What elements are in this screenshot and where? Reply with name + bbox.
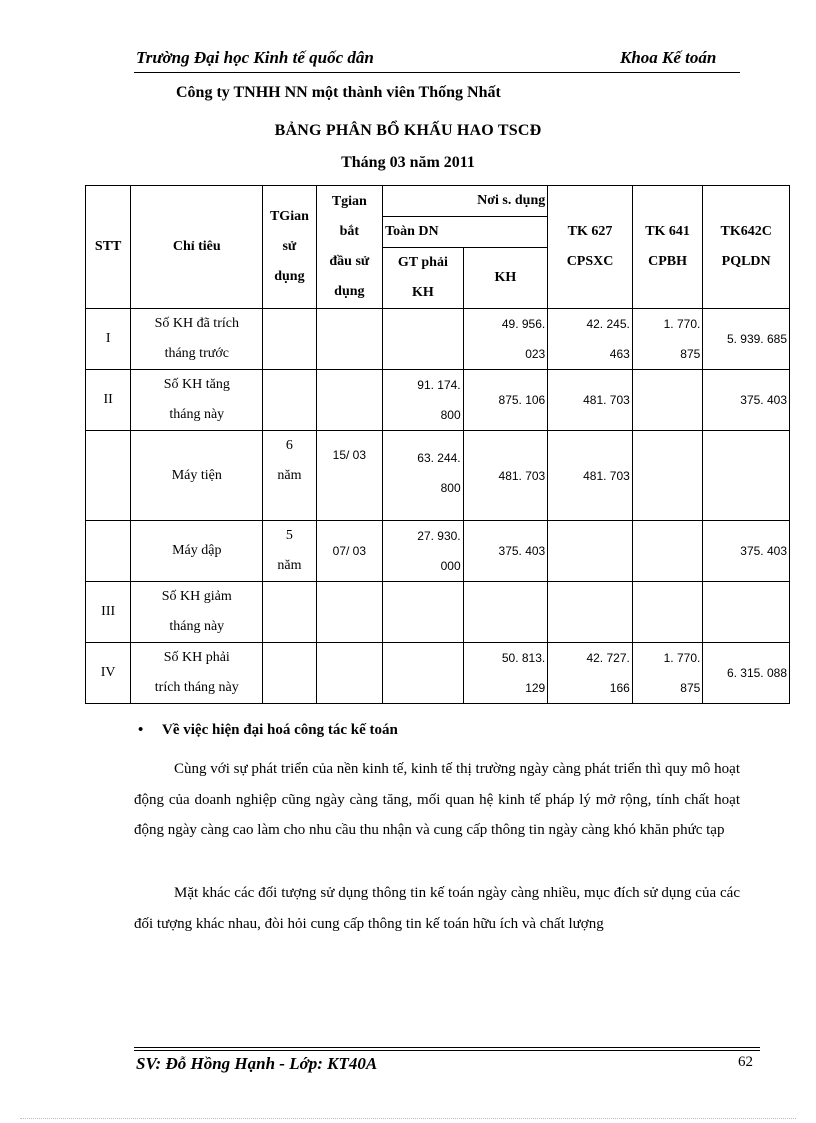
tk642-line-2: PQLDN bbox=[721, 254, 771, 269]
cell-bat-dau bbox=[316, 370, 382, 431]
cell-tk627: 481. 703 bbox=[548, 431, 633, 521]
col-gt-phai-kh bbox=[383, 248, 464, 309]
col-toan-dn: Toàn DN bbox=[383, 217, 548, 248]
gt-line-1: GT phải bbox=[397, 255, 448, 270]
cell-stt: III bbox=[86, 582, 131, 643]
col-tk627 bbox=[548, 186, 633, 309]
page-number: 62 bbox=[738, 1054, 753, 1070]
tgian-val-1: 6 bbox=[285, 438, 293, 453]
cell-kh: 481. 703 bbox=[463, 431, 548, 521]
cell-tk641 bbox=[632, 431, 703, 521]
cell-tk641 bbox=[632, 582, 703, 643]
cell-tk641 bbox=[632, 370, 703, 431]
cell-bat-dau bbox=[316, 582, 382, 643]
cell-tgian bbox=[263, 431, 316, 521]
cell-bat-dau bbox=[316, 643, 382, 704]
table-row bbox=[86, 309, 790, 370]
cell-chi-tieu: Máy dập bbox=[131, 521, 263, 582]
gt-val-1: 27. 930. bbox=[417, 529, 461, 543]
cell-gt bbox=[383, 643, 464, 704]
tk627-val-1: 42. 245. bbox=[586, 317, 630, 331]
table-row bbox=[86, 643, 790, 704]
cell-tk641 bbox=[632, 521, 703, 582]
tk627-line-2: CPSXC bbox=[566, 254, 614, 269]
tk641-val-2: 875 bbox=[680, 347, 701, 361]
tgian-val-2: năm bbox=[277, 468, 302, 483]
table-row bbox=[86, 370, 790, 431]
tk627-val-1: 42. 727. bbox=[586, 651, 630, 665]
cell-bat-dau: 15/ 03 bbox=[316, 431, 382, 521]
tk641-line-2: CPBH bbox=[648, 254, 688, 269]
chi-tieu-line-1: Số KH giảm bbox=[161, 589, 232, 604]
col-tk642 bbox=[703, 186, 790, 309]
tk627-val-2: 166 bbox=[609, 681, 630, 695]
cell-tk627 bbox=[548, 643, 633, 704]
cell-bat-dau bbox=[316, 309, 382, 370]
header-faculty: Khoa Kế toán bbox=[620, 48, 717, 67]
tgbd-line-4: dụng bbox=[334, 284, 365, 299]
table-row bbox=[86, 582, 790, 643]
cell-tgian bbox=[263, 582, 316, 643]
tgian-val-2: năm bbox=[277, 558, 302, 573]
gt-val-2: 000 bbox=[440, 559, 461, 573]
depreciation-table bbox=[85, 185, 790, 704]
cell-gt bbox=[383, 431, 464, 521]
gt-val-1: 91. 174. bbox=[417, 378, 461, 392]
cell-gt bbox=[383, 521, 464, 582]
cell-chi-tieu bbox=[131, 582, 263, 643]
header-rule bbox=[134, 72, 740, 73]
col-tgian-su-dung bbox=[263, 186, 316, 309]
paragraph-2 bbox=[134, 878, 740, 939]
tgbd-line-3: đầu sử bbox=[329, 254, 370, 269]
cell-chi-tieu bbox=[131, 309, 263, 370]
cell-tk642: 5. 939. 685 bbox=[703, 309, 790, 370]
tgbd-line-1: Tgian bbox=[331, 194, 367, 209]
cell-tk641 bbox=[632, 643, 703, 704]
footer-student: SV: Đỗ Hồng Hạnh - Lớp: KT40A bbox=[136, 1054, 378, 1073]
cell-tk641 bbox=[632, 309, 703, 370]
tgian-val-1: 5 bbox=[285, 528, 293, 543]
paragraph-1-text: Cùng với sự phát triển của nền kinh tế, kinh tế thị trường ngày càng phát triển thì quy mô hoạt động của doanh nghiệp cũng ngày càng tăng, mối quan hệ kinh tế pháp lý mở rộng, tính chất hoạt động ngày càng cao làm cho nhu cầu thu nhận và cung cấp thông tin ngày càng khó khăn phức tạp bbox=[134, 761, 740, 838]
tk641-val-2: 875 bbox=[680, 681, 701, 695]
col-stt: STT bbox=[86, 186, 131, 309]
company-name: Công ty TNHH NN một thành viên Thống Nhất bbox=[176, 84, 501, 101]
gt-val-2: 800 bbox=[440, 481, 461, 495]
kh-line-2: 129 bbox=[525, 681, 546, 695]
tgian-line-2: sử bbox=[282, 239, 297, 254]
cell-chi-tieu bbox=[131, 643, 263, 704]
chi-tieu-line-2: tháng này bbox=[169, 619, 225, 634]
tk641-line-1: TK 641 bbox=[645, 224, 690, 239]
cell-stt bbox=[86, 431, 131, 521]
section-heading-text: Về việc hiện đại hoá công tác kế toán bbox=[162, 722, 398, 738]
cell-tgian bbox=[263, 521, 316, 582]
col-chi-tieu: Chỉ tiêu bbox=[131, 186, 263, 309]
table-row bbox=[86, 431, 790, 521]
tk627-line-1: TK 627 bbox=[567, 224, 613, 239]
header-row-1 bbox=[86, 186, 790, 217]
cell-tk642: 375. 403 bbox=[703, 521, 790, 582]
tk627-val-2: 463 bbox=[609, 347, 630, 361]
cell-tk642 bbox=[703, 431, 790, 521]
cell-kh bbox=[463, 643, 548, 704]
cell-kh: 875. 106 bbox=[463, 370, 548, 431]
chi-tieu-line-1: Số KH đã trích bbox=[154, 316, 239, 331]
cell-tgian bbox=[263, 309, 316, 370]
chi-tieu-line-1: Số KH tăng bbox=[163, 377, 230, 392]
bullet-icon: • bbox=[138, 722, 144, 738]
cell-kh bbox=[463, 309, 548, 370]
cell-tk642: 375. 403 bbox=[703, 370, 790, 431]
cell-tk627 bbox=[548, 521, 633, 582]
cell-gt bbox=[383, 370, 464, 431]
page-edge bbox=[20, 1118, 796, 1119]
cell-stt: IV bbox=[86, 643, 131, 704]
chi-tieu-line-2: tháng trước bbox=[164, 346, 229, 361]
chi-tieu-line-1: Số KH phải bbox=[163, 650, 230, 665]
table-title: BẢNG PHÂN BỔ KHẤU HAO TSCĐ bbox=[274, 122, 542, 139]
table-row bbox=[86, 521, 790, 582]
section-heading bbox=[138, 722, 398, 739]
cell-tk627 bbox=[548, 582, 633, 643]
tgian-line-3: dụng bbox=[274, 269, 305, 284]
tk642-line-1: TK642C bbox=[720, 224, 772, 239]
col-tk641 bbox=[632, 186, 703, 309]
gt-line-2: KH bbox=[411, 285, 434, 300]
col-kh: KH bbox=[463, 248, 548, 309]
col-noi-su-dung: Nơi s. dụng bbox=[383, 186, 548, 217]
cell-stt bbox=[86, 521, 131, 582]
tk641-val-1: 1. 770. bbox=[663, 651, 701, 665]
paragraph-1 bbox=[134, 754, 740, 846]
tk641-val-1: 1. 770. bbox=[663, 317, 701, 331]
cell-stt: II bbox=[86, 370, 131, 431]
cell-tk642 bbox=[703, 582, 790, 643]
gt-val-2: 800 bbox=[440, 408, 461, 422]
cell-chi-tieu: Máy tiện bbox=[131, 431, 263, 521]
cell-tk642: 6. 315. 088 bbox=[703, 643, 790, 704]
tgian-line-1: TGian bbox=[269, 209, 309, 224]
cell-tk627: 481. 703 bbox=[548, 370, 633, 431]
kh-line-2: 023 bbox=[525, 347, 546, 361]
gt-val-1: 63. 244. bbox=[417, 451, 461, 465]
table-subtitle: Tháng 03 năm 2011 bbox=[341, 154, 475, 171]
cell-gt bbox=[383, 582, 464, 643]
footer-rule bbox=[134, 1050, 760, 1051]
chi-tieu-line-2: tháng này bbox=[169, 407, 225, 422]
header-school: Trường Đại học Kinh tế quốc dân bbox=[136, 48, 374, 67]
kh-line-1: 50. 813. bbox=[501, 651, 546, 665]
cell-stt: I bbox=[86, 309, 131, 370]
cell-tk627 bbox=[548, 309, 633, 370]
paragraph-2-text: Mặt khác các đối tượng sử dụng thông tin kế toán ngày càng nhiều, mục đích sử dụng của các đối tượng khác nhau, đòi hỏi cung cấp thông tin kế toán hữu ích và chất lượng bbox=[134, 885, 740, 932]
cell-gt bbox=[383, 309, 464, 370]
cell-chi-tieu bbox=[131, 370, 263, 431]
cell-kh bbox=[463, 582, 548, 643]
kh-line-1: 49. 956. bbox=[501, 317, 546, 331]
col-tgian-bat-dau bbox=[316, 186, 382, 309]
tgbd-line-2: bắt bbox=[339, 224, 360, 239]
cell-bat-dau: 07/ 03 bbox=[316, 521, 382, 582]
cell-tgian bbox=[263, 643, 316, 704]
footer-rule bbox=[134, 1047, 760, 1048]
cell-kh: 375. 403 bbox=[463, 521, 548, 582]
cell-tgian bbox=[263, 370, 316, 431]
chi-tieu-line-2: trích tháng này bbox=[154, 680, 239, 695]
